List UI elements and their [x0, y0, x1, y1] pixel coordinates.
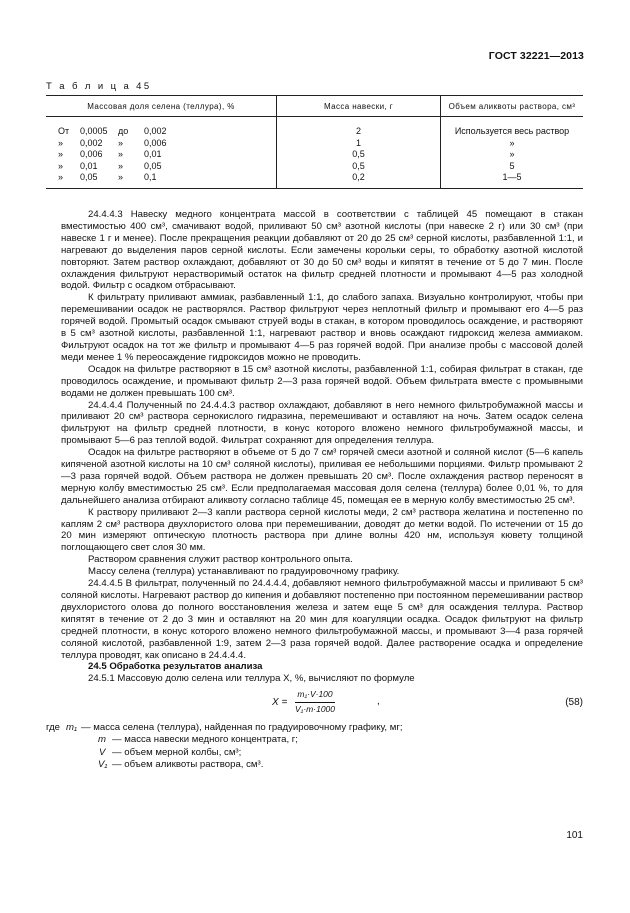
definition-text: — объем аликвоты раствора, см³. [112, 758, 264, 770]
definition-text: — объем мерной колбы, см³; [112, 746, 242, 758]
table-header-cell: Массовая доля селена (теллура), % [46, 96, 277, 117]
paragraph: Раствором сравнения служит раствор контрольного опыта. [88, 554, 353, 566]
paragraph: Осадок на фильтре растворяют в 15 см³ азотной кислоты, разбавленной 1:1, собирая фильтрат в стакан, где проводилось осаждение, и промывают фильтр 2—3 раза горячей водой. Объем фильтрата вместе с промывными водами не должен превышать 100 см³. [61, 363, 583, 399]
table-title: Т а б л и ц а 45 [46, 81, 152, 92]
table-cell: 0,2 [352, 172, 365, 183]
table-cell: 1 [355, 137, 361, 148]
table-cell: » [509, 137, 515, 148]
section-heading: 24.5 Обработка результатов анализа [88, 661, 263, 673]
formula-numerator: m₁·V·100 [295, 689, 335, 703]
formula-number: (58) [565, 697, 583, 709]
table-cell: 1—5 [502, 172, 522, 183]
paragraph: Массу селена (теллура) устанавливают по градуировочному графику. [88, 566, 400, 578]
definition-row [46, 734, 583, 746]
table-cell: Используется весь раствор [454, 126, 570, 136]
paragraph: К фильтрату приливают аммиак, разбавленный 1:1, до слабого запаха. Визуально контролируют, чтобы при перемешивании осадок не растворялся. Раствор фильтруют через неплотный фильтр и промывают его 4—5 раз горячей водой. Промытый осадок смывают струей воды в стакан, в котором проводилось осаждение, и растворяют в 5 см³ азотной кислоты, разбавленной 1:1, нагревают раствор и вновь осаждают гидроксид железа аммиаком. Фильтруют осадок на тот же фильтр и промывают 4—5 раз горячей водой. При анализе пробы с массовой долей меди менее 1 % переосаждение гидроксидов можно не проводить. [61, 292, 583, 363]
page-number: 101 [566, 830, 583, 841]
formula-intro: 24.5.1 Массовую долю селена или теллура X, %, вычисляют по формуле [88, 673, 415, 685]
table-body [46, 117, 583, 189]
definition-row [46, 759, 583, 771]
formula-58 [61, 689, 583, 719]
sample-mass-column [277, 117, 441, 189]
definition-text: — масса селена (теллура), найденная по градуировочному графику, мг; [81, 722, 403, 734]
standard-code: ГОСТ 32221—2013 [488, 50, 584, 62]
table-header-cell: Объем аликвоты раствора, см³ [441, 96, 584, 117]
table-cell: » [509, 149, 515, 160]
table-cell: 0,5 [352, 149, 365, 160]
definition-row [46, 722, 583, 734]
variable-definitions [46, 722, 583, 771]
table-row: » 0,002 » 0,006 [58, 137, 167, 148]
definition-symbol: V₁ [98, 758, 108, 770]
table-cell: 2 [355, 126, 361, 136]
paragraph: 24.4.4.5 В фильтрат, полученный по 24.4.4.4, добавляют немного фильтробумажной массы и приливают 5 см³ соляной кислоты. Нагревают раствор до кипения и добавляют постепенно при постоянном перемешивании раствор двухлористого олова до полного восстановления железа и затем еще 5 см³ для осаждения теллура. Раствор кипятят в течение от 2 до 3 мин и оставляют на 20 мин для коагуляции осадка. Осадок фильтруют на фильтр средней плотности, в конус которого вложено немного фильтробумажной массы, и промывают 3—4 раза горячей соляной кислотой, разбавленной 1:9, затем 2—3 раза горячей водой. Далее растворение осадка и определение теллура проводят, как описано в 24.4.4.4. [61, 578, 583, 661]
definition-symbol: m₁ [66, 722, 78, 734]
table-header-cell: Масса навески, г [277, 96, 441, 117]
formula-denominator: V₁·m·1000 [295, 704, 336, 715]
paragraph: Осадок на фильтре растворяют в объеме от 5 до 7 см³ горячей смеси азотной и соляной кислот (5—6 капель кипяченой азотной кислоты на 10 см³ соляной кислоты), приливая ее небольшими порциями. Фильтр промывают 2—3 раза горячей водой. Объем раствора не должен превышать 20 см³. После охлаждения раствор переносят в мерную колбу вместимостью 25 см³. Если предполагаемая массовая доля селена (теллура) более 0,01 %, то для дальнейшего анализа отбирают аликвоту согласно таблице 45, помещая ее в мерную колбу вместимостью 25 см³. [61, 447, 583, 506]
table-row: » 0,05 » 0,1 [58, 172, 157, 183]
table-cell: 0,5 [352, 160, 365, 171]
body-text [46, 209, 583, 771]
definition-row [46, 747, 583, 759]
mass-fraction-column [46, 117, 277, 189]
table-header-row [46, 96, 583, 117]
table-45 [46, 95, 583, 189]
definition-symbol: m [98, 734, 106, 746]
table-row: От 0,0005 до 0,002 [58, 126, 167, 136]
definition-text: — масса навески медного концентрата, г; [112, 734, 298, 746]
paragraph: 24.4.4.4 Полученный по 24.4.4.3 раствор охлаждают, добавляют в него немного фильтробумажной массы и приливают 20 см³ раствора сернокислого гидразина, перемешивают и оставляют на ночь. Затем осадок селена фильтруют на фильтр средней плотности, в конус которого вложено немного фильтробумажной массы, и промывают 5—6 раз теплой водой. Фильтрат сохраняют для определения теллура. [61, 399, 583, 447]
table-row: » 0,006 » 0,01 [58, 149, 162, 160]
definition-prefix: где [46, 722, 61, 734]
paragraph: 24.4.4.3 Навеску медного концентрата массой в соответствии с таблицей 45 помещают в стакан вместимостью 400 см³, смачивают водой, приливают 50 см³ азотной кислоты (при навеске 2 г) или 30 см³ (при навеске 1 г и менее). После прекращения реакции добавляют от 20 до 25 см³ серной кислоты, разбавленной 1:1, и нагревают до выделения паров серной кислоты. Если замечены корольки серы, то обработку азотной кислотой повторяют. Затем раствор охлаждают, добавляют от 30 до 50 см³ воды и кипятят в течение от 5 до 7 мин. После охлаждения фильтруют нерастворимый остаток на фильтр средней плотности и промывают 4—5 раз холодной водой. Фильтр с осадком отбрасывают. [61, 209, 583, 292]
aliquot-volume-column [441, 117, 584, 189]
table-row: » 0,01 » 0,05 [58, 160, 162, 171]
definition-symbol: V [99, 746, 106, 758]
formula-comma: , [377, 696, 380, 708]
paragraph: К раствору приливают 2—3 капли раствора серной кислоты меди, 2 см³ раствора желатина и постепенно по каплям 2 см³ раствора двухлористого олова при перемешивании, доводят до метки водой. По истечении от 15 до 20 мин измеряют оптическую плотность раствора при длине волны 420 нм, используя кювету толщиной поглощающего свет слоя 30 мм. [61, 506, 583, 554]
table-cell: 5 [509, 160, 515, 171]
formula-fraction [295, 689, 335, 716]
formula-lhs: X = [272, 697, 288, 709]
